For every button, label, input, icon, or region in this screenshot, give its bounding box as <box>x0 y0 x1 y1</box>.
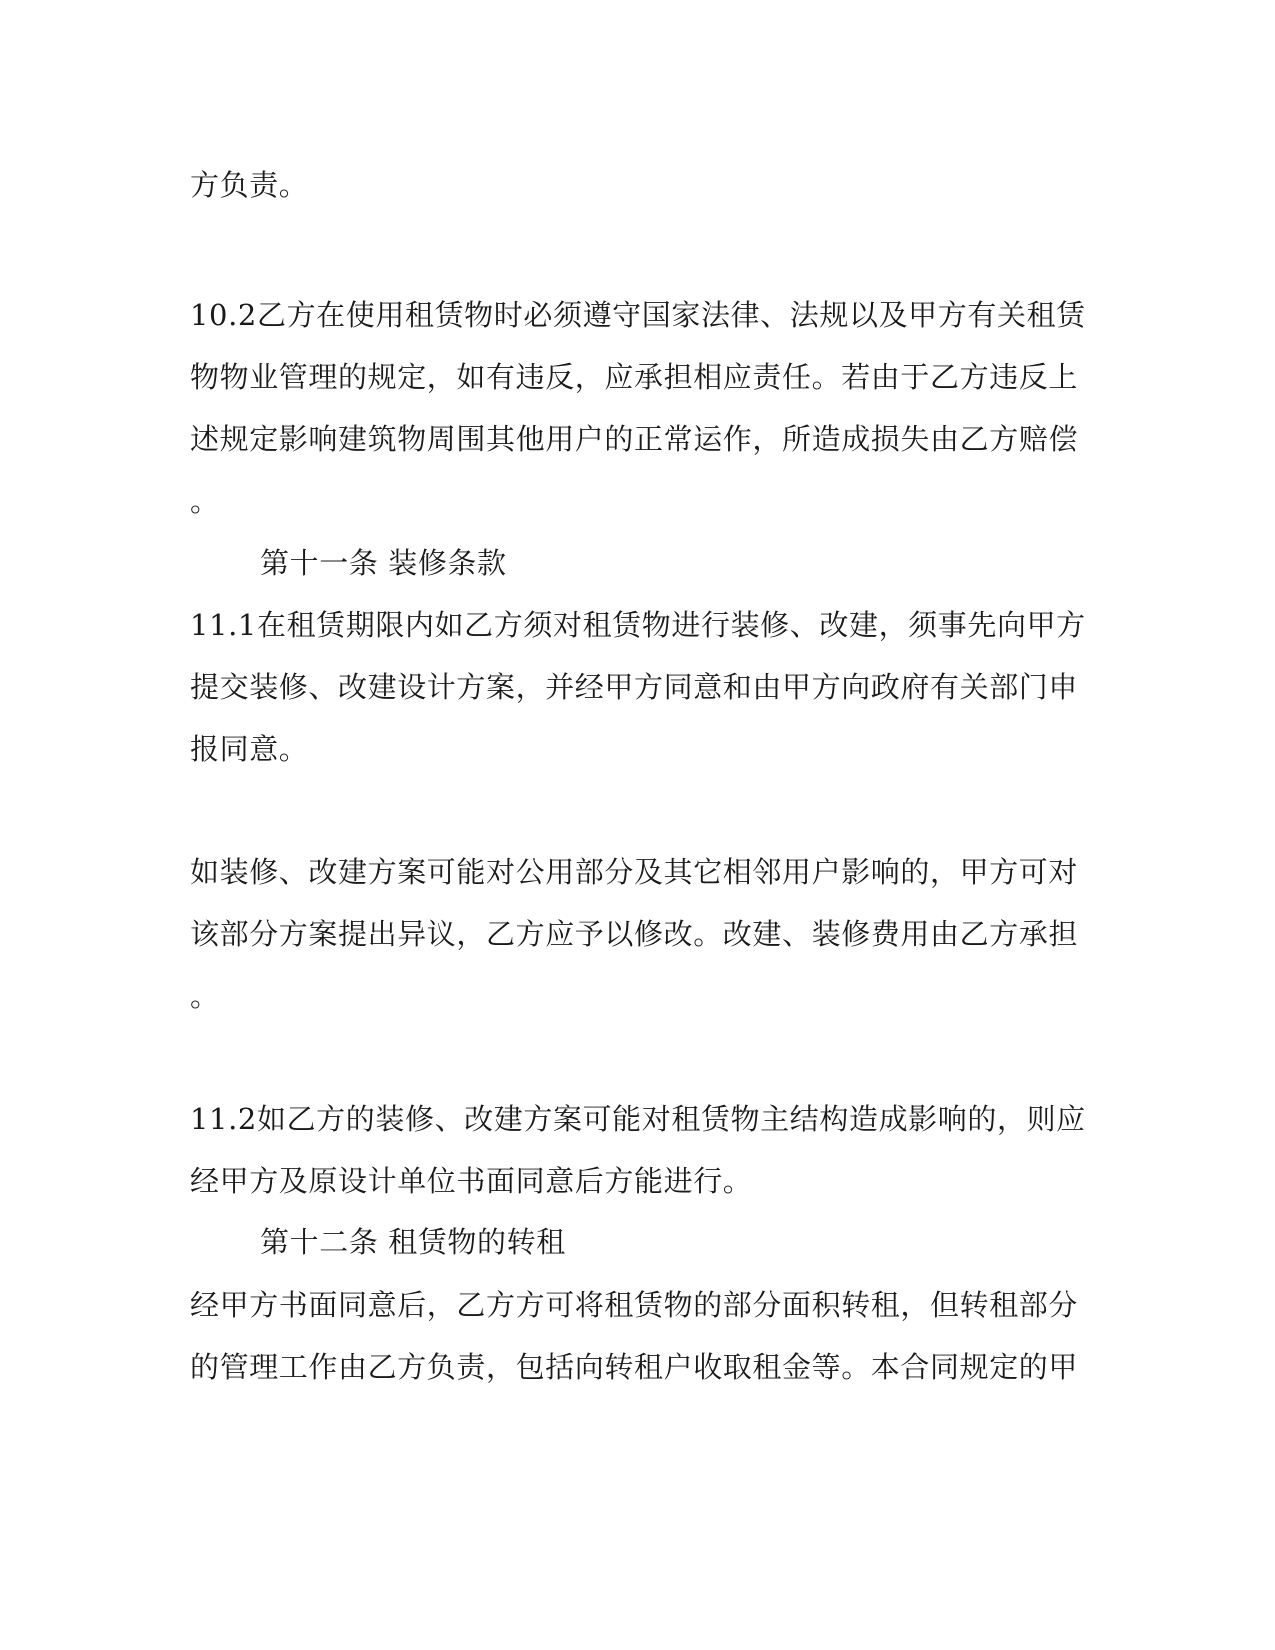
clause-11-1-line-3: 报同意。 <box>190 732 309 766</box>
clause-10-2-line-1: 10.2乙方在使用租赁物时必须遵守国家法律、法规以及甲方有关租赁 <box>190 298 1086 332</box>
clause-11-1-line-2: 提交装修、改建设计方案，并经甲方同意和由甲方向政府有关部门申 <box>190 670 1079 704</box>
paragraph-line-1: 如装修、改建方案可能对公用部分及其它相邻用户影响的，甲方可对 <box>190 855 1079 889</box>
paragraph-line-2: 该部分方案提出异议，乙方应予以修改。改建、装修费用由乙方承担 <box>190 917 1079 951</box>
clause-10-2-line-3: 述规定影响建筑物周围其他用户的正常运作，所造成损失由乙方赔偿 <box>190 422 1079 456</box>
text-line: 方负责。 <box>190 168 309 202</box>
article-12-line-1: 经甲方书面同意后，乙方方可将租赁物的部分面积转租，但转租部分 <box>190 1288 1079 1322</box>
clause-10-2-line-4: 。 <box>190 484 220 518</box>
clause-11-2-line-1: 11.2如乙方的装修、改建方案可能对租赁物主结构造成影响的，则应 <box>190 1102 1086 1136</box>
clause-11-1-line-1: 11.1在租赁期限内如乙方须对租赁物进行装修、改建，须事先向甲方 <box>190 608 1086 642</box>
article-11-heading: 第十一条 装修条款 <box>260 546 507 580</box>
article-12-heading: 第十二条 租赁物的转租 <box>260 1225 566 1259</box>
clause-10-2-line-2: 物物业管理的规定，如有违反，应承担相应责任。若由于乙方违反上 <box>190 360 1079 394</box>
clause-11-2-line-2: 经甲方及原设计单位书面同意后方能进行。 <box>190 1164 753 1198</box>
paragraph-line-3: 。 <box>190 979 220 1013</box>
article-12-line-2: 的管理工作由乙方负责，包括向转租户收取租金等。本合同规定的甲 <box>190 1350 1079 1384</box>
